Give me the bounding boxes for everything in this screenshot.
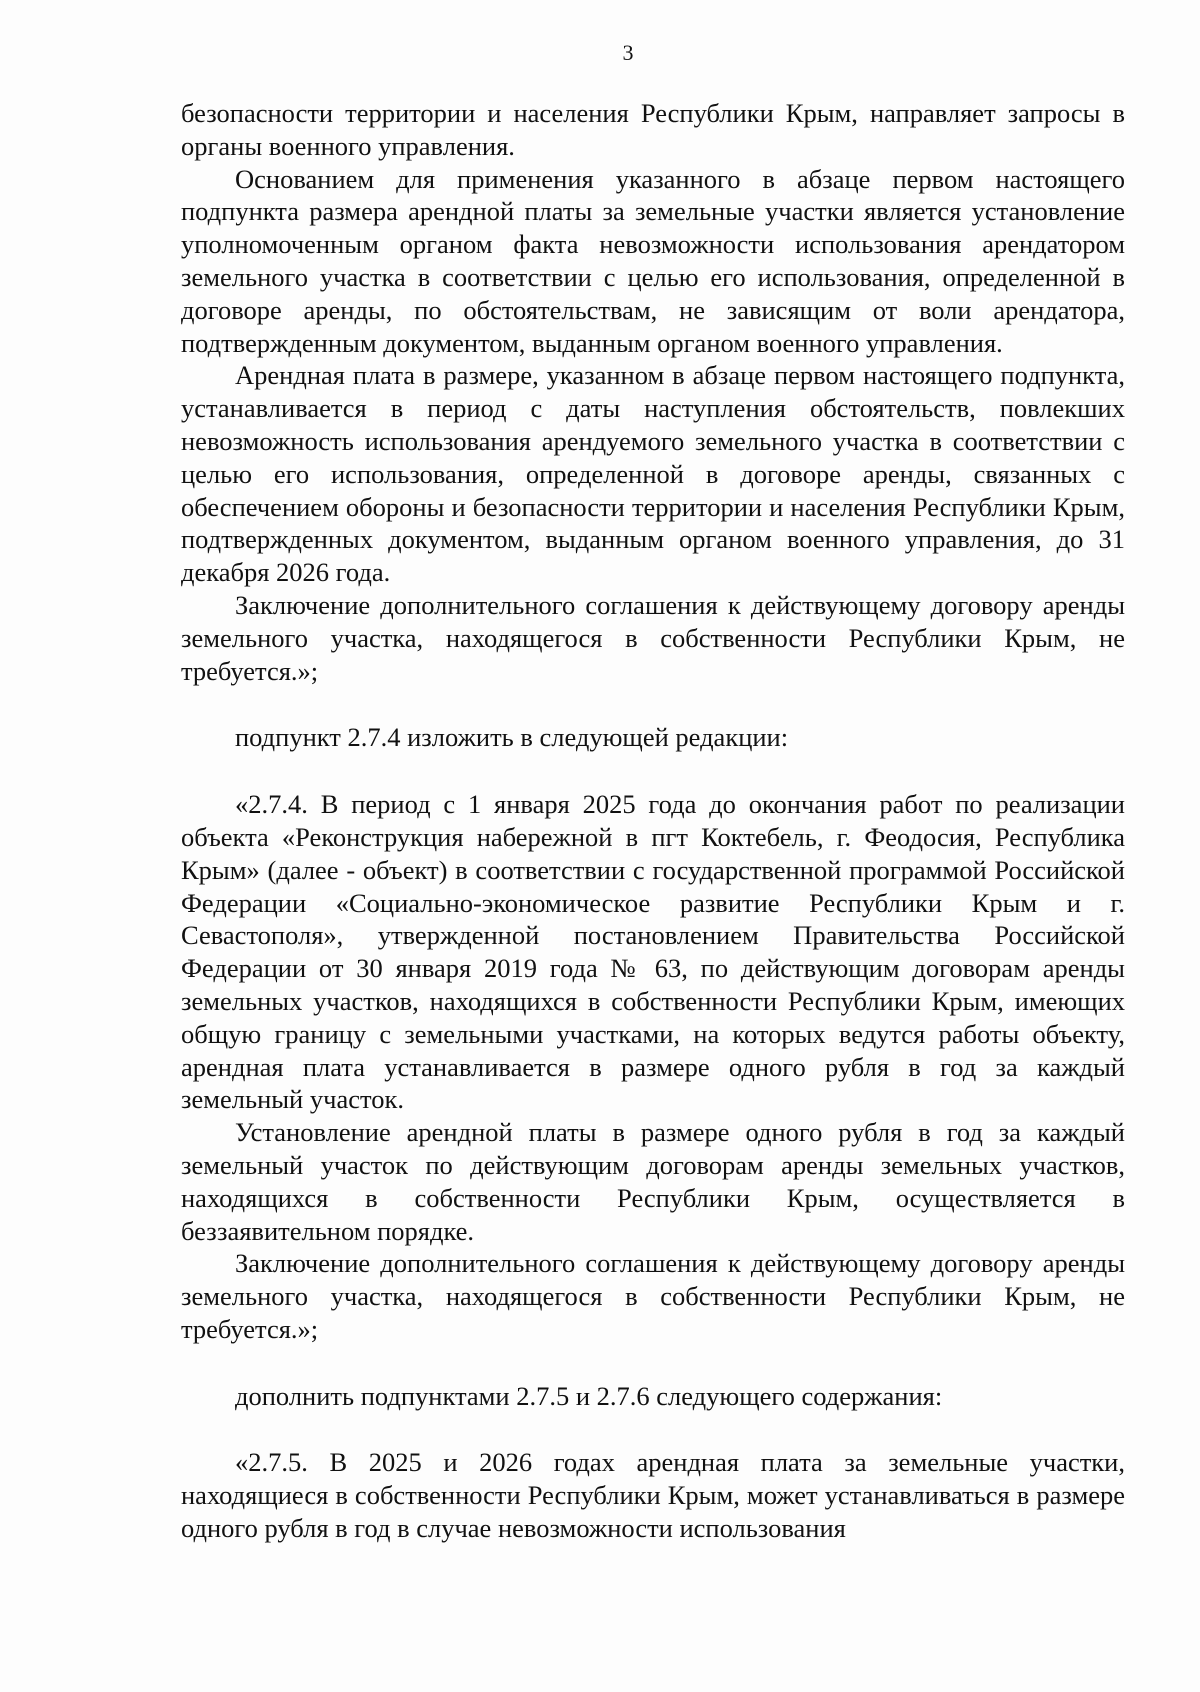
paragraph-8: Заключение дополнительного соглашения к действующему договору аренды земельного участка, находящегося в собственности Республики Крым, не требуется.»;	[181, 1248, 1125, 1344]
page-number: 3	[622, 40, 634, 65]
paragraph-10: «2.7.5. В 2025 и 2026 годах арендная плата за земельные участки, находящиеся в собственности Республики Крым, может устанавливаться в размере одного рубля в год в случае невозможности использования	[181, 1447, 1125, 1544]
paragraph-3: Арендная плата в размере, указанном в абзаце первом настоящего подпункта, устанавливается в период с даты наступления обстоятельств, повлекших невозможность использования арендуемого земельного участка в соответствии с целью его использования, определенной в договоре аренды, связанных с обеспечением обороны и безопасности территории и населения Республики Крым, подтвержденных документом, выданным органом военного управления, до 31 декабря 2026 года.	[181, 360, 1125, 588]
document-body	[181, 97, 1125, 1545]
paragraph-spacer	[181, 1346, 1125, 1380]
paragraph-spacer	[181, 754, 1125, 788]
paragraph-9: дополнить подпунктами 2.7.5 и 2.7.6 следующего содержания:	[235, 1380, 943, 1411]
paragraph-spacer	[181, 1412, 1125, 1446]
paragraph-spacer	[181, 687, 1125, 721]
paragraph-1: безопасности территории и населения Республики Крым, направляет запросы в органы военного управления.	[181, 98, 1125, 161]
paragraph-6: «2.7.4. В период с 1 января 2025 года до окончания работ по реализации объекта «Реконструкция набережной в пгт Коктебель, г. Феодосия, Республика Крым» (далее - объект) в соответствии с государственной программой Российской Федерации «Социально-экономическое развитие Республики Крым и г. Севастополя», утвержденной постановлением Правительства Российской Федерации от 30 января 2019 года № 63, по действующим договорам аренды земельных участков, находящихся в собственности Республики Крым, имеющих общую границу с земельными участками, на которых ведутся работы объекту, арендная плата устанавливается в размере одного рубля в год за каждый земельный участок.	[181, 789, 1125, 1115]
paragraph-4: Заключение дополнительного соглашения к действующему договору аренды земельного участка, находящегося в собственности Республики Крым, не требуется.»;	[181, 589, 1125, 686]
paragraph-2: Основанием для применения указанного в абзаце первом настоящего подпункта размера арендной платы за земельные участки является установление уполномоченным органом факта невозможности использования арендатором земельного участка в соответствии с целью его использования, определенной в договоре аренды, по обстоятельствам, не зависящим от воли арендатора, подтвержденным документом, выданным органом военного управления.	[181, 163, 1125, 358]
paragraph-5: подпункт 2.7.4 изложить в следующей редакции:	[235, 722, 789, 753]
paragraph-7: Установление арендной платы в размере одного рубля в год за каждый земельный участок по действующим договорам аренды земельных участков, находящихся в собственности Республики Крым, осуществляется в беззаявительном порядке.	[181, 1117, 1125, 1246]
